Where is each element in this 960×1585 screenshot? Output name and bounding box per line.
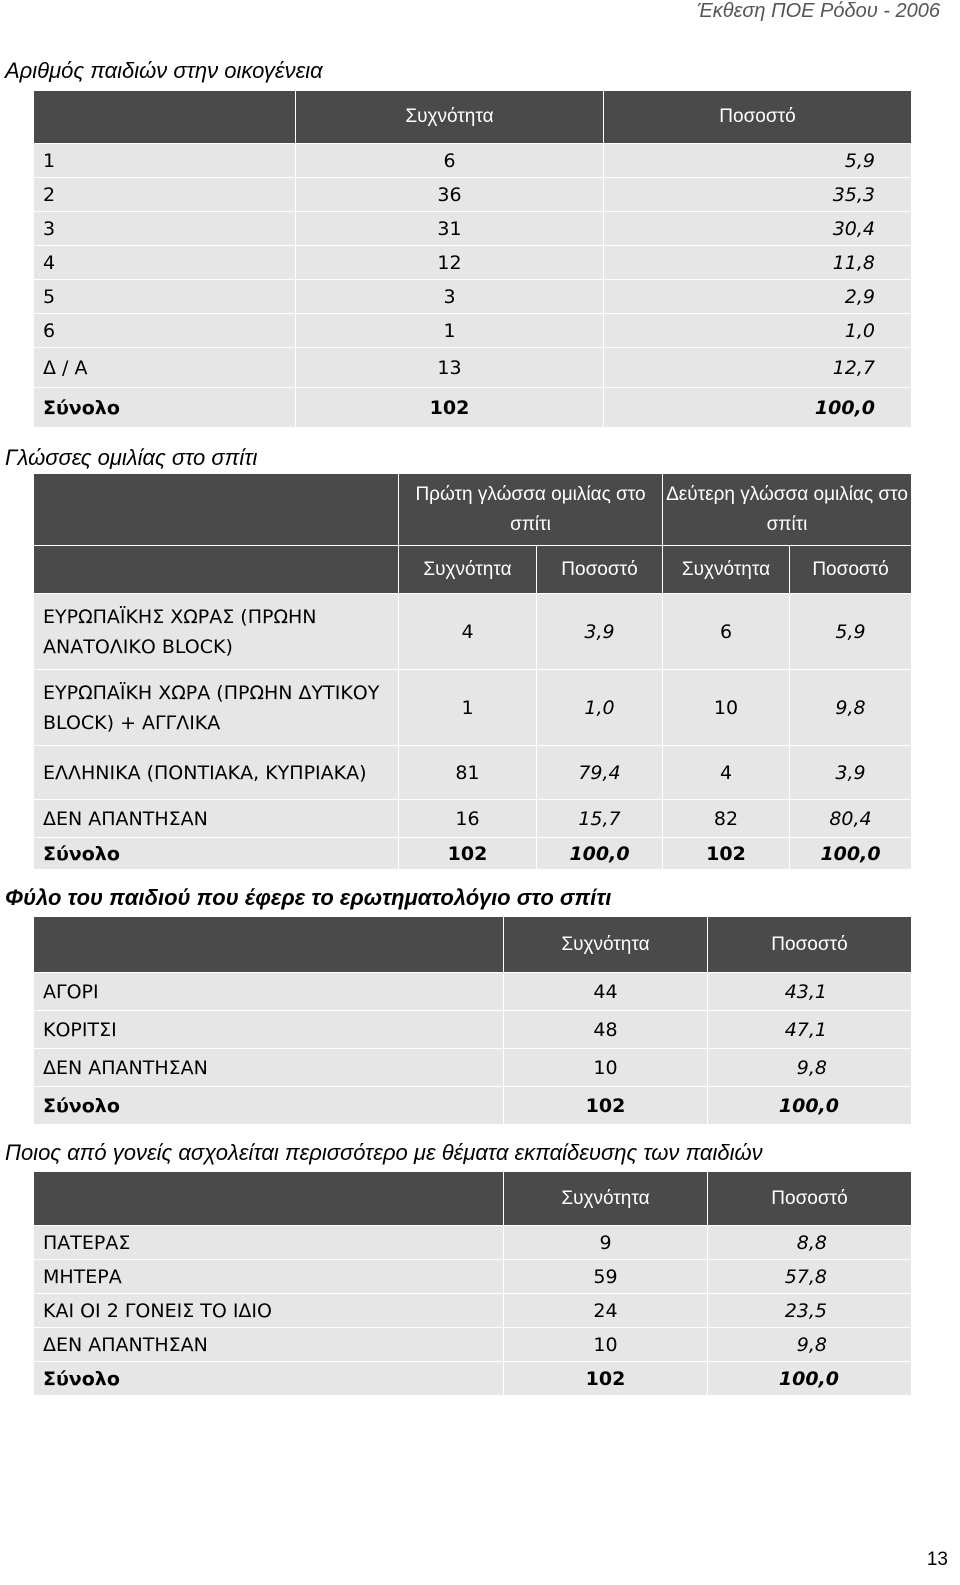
- table-row: [34, 670, 912, 746]
- frequency-cell: 36: [296, 178, 604, 212]
- table-row: [34, 800, 912, 838]
- percentage-cell: 1,0: [604, 314, 912, 348]
- table-row: [34, 212, 912, 246]
- percentage-cell: 79,4: [537, 746, 663, 800]
- table-row: [34, 1049, 912, 1087]
- row-label: 2: [34, 178, 296, 212]
- col-header-frequency: Συχνότητα: [504, 917, 708, 973]
- frequency-cell: 102: [504, 1362, 708, 1396]
- percentage-cell: 9,8: [708, 1049, 912, 1087]
- page-number: 13: [926, 1549, 948, 1570]
- col-header-percentage: Ποσοστό: [708, 917, 912, 973]
- col-header-percentage: Ποσοστό: [604, 91, 912, 144]
- table-child-gender: [33, 916, 912, 1125]
- table-row: [34, 973, 912, 1011]
- section-title-children-count: Αριθμός παιδιών στην οικογένεια: [5, 58, 323, 83]
- row-label: ΔΕΝ ΑΠΑΝΤΗΣΑΝ: [34, 800, 399, 838]
- percentage-cell: 35,3: [604, 178, 912, 212]
- percentage-cell: 3,9: [537, 594, 663, 670]
- row-label: ΠΑΤΕΡΑΣ: [34, 1226, 504, 1260]
- row-label: ΜΗΤΕΡΑ: [34, 1260, 504, 1294]
- percentage-cell: 15,7: [537, 800, 663, 838]
- percentage-cell: 5,9: [790, 594, 912, 670]
- percentage-cell: 100,0: [790, 838, 912, 870]
- row-label: ΑΓΟΡΙ: [34, 973, 504, 1011]
- row-label: Σύνολο: [34, 1087, 504, 1125]
- row-label: ΕΥΡΩΠΑΪΚΗΣ ΧΩΡΑΣ (ΠΡΩΗΝ ΑΝΑΤΟΛΙΚΟ BLOCK): [34, 594, 399, 670]
- row-label: ΕΥΡΩΠΑΪΚΗ ΧΩΡΑ (ΠΡΩΗΝ ΔΥΤΙΚΟΥ BLOCK) + ΑΓΓΛΙΚΑ: [34, 670, 399, 746]
- table-row: [34, 1260, 912, 1294]
- frequency-cell: 44: [504, 973, 708, 1011]
- frequency-cell: 13: [296, 348, 604, 388]
- table-home-languages: [33, 473, 912, 870]
- percentage-cell: 47,1: [708, 1011, 912, 1049]
- frequency-cell: 1: [296, 314, 604, 348]
- row-label: Σύνολο: [34, 388, 296, 428]
- col-header-empty: [34, 91, 296, 144]
- total-row: [34, 388, 912, 428]
- total-row: [34, 1087, 912, 1125]
- section-title-parent-involvement: Ποιος από γονείς ασχολείται περισσότερο με θέματα εκπαίδευσης των παιδιών: [5, 1140, 763, 1165]
- frequency-cell: 81: [399, 746, 537, 800]
- frequency-cell: 10: [663, 670, 790, 746]
- frequency-cell: 48: [504, 1011, 708, 1049]
- row-label: Σύνολο: [34, 838, 399, 870]
- table-parent-involvement: [33, 1171, 912, 1396]
- percentage-cell: 30,4: [604, 212, 912, 246]
- frequency-cell: 1: [399, 670, 537, 746]
- col-header-percentage: Ποσοστό: [537, 546, 663, 594]
- row-label: Δ / Α: [34, 348, 296, 388]
- table-row: [34, 1226, 912, 1260]
- table-row: [34, 178, 912, 212]
- percentage-cell: 100,0: [604, 388, 912, 428]
- col-header-empty: [34, 1172, 504, 1226]
- row-label: 6: [34, 314, 296, 348]
- frequency-cell: 102: [399, 838, 537, 870]
- col-header-empty: [34, 474, 399, 546]
- percentage-cell: 57,8: [708, 1260, 912, 1294]
- frequency-cell: 4: [663, 746, 790, 800]
- percentage-cell: 12,7: [604, 348, 912, 388]
- group-header-first-language: Πρώτη γλώσσα ομιλίας στο σπίτι: [399, 474, 663, 546]
- col-header-empty: [34, 917, 504, 973]
- row-label: ΚΟΡΙΤΣΙ: [34, 1011, 504, 1049]
- page-header: Έκθεση ΠΟΕ Ρόδου - 2006: [696, 0, 940, 22]
- frequency-cell: 9: [504, 1226, 708, 1260]
- frequency-cell: 59: [504, 1260, 708, 1294]
- table-row: [34, 348, 912, 388]
- row-label: 5: [34, 280, 296, 314]
- row-label: 3: [34, 212, 296, 246]
- row-label: ΔΕΝ ΑΠΑΝΤΗΣΑΝ: [34, 1328, 504, 1362]
- table-row: [34, 280, 912, 314]
- row-label: 4: [34, 246, 296, 280]
- col-header-percentage: Ποσοστό: [790, 546, 912, 594]
- frequency-cell: 6: [663, 594, 790, 670]
- frequency-cell: 16: [399, 800, 537, 838]
- frequency-cell: 82: [663, 800, 790, 838]
- percentage-cell: 3,9: [790, 746, 912, 800]
- percentage-cell: 8,8: [708, 1226, 912, 1260]
- frequency-cell: 24: [504, 1294, 708, 1328]
- percentage-cell: 100,0: [537, 838, 663, 870]
- percentage-cell: 100,0: [708, 1362, 912, 1396]
- row-label: 1: [34, 144, 296, 178]
- row-label: Σύνολο: [34, 1362, 504, 1396]
- table-row: [34, 594, 912, 670]
- percentage-cell: 2,9: [604, 280, 912, 314]
- percentage-cell: 43,1: [708, 973, 912, 1011]
- total-row: [34, 1362, 912, 1396]
- table-row: [34, 144, 912, 178]
- table-row: [34, 746, 912, 800]
- frequency-cell: 10: [504, 1049, 708, 1087]
- table-row: [34, 314, 912, 348]
- frequency-cell: 4: [399, 594, 537, 670]
- frequency-cell: 102: [504, 1087, 708, 1125]
- table-children-count: [33, 90, 912, 428]
- total-row: [34, 838, 912, 870]
- percentage-cell: 1,0: [537, 670, 663, 746]
- percentage-cell: 9,8: [790, 670, 912, 746]
- table-row: [34, 1294, 912, 1328]
- frequency-cell: 31: [296, 212, 604, 246]
- frequency-cell: 102: [663, 838, 790, 870]
- table-row: [34, 1011, 912, 1049]
- percentage-cell: 9,8: [708, 1328, 912, 1362]
- col-header-frequency: Συχνότητα: [296, 91, 604, 144]
- row-label: ΕΛΛΗΝΙΚΑ (ΠΟΝΤΙΑΚΑ, ΚΥΠΡΙΑΚΑ): [34, 746, 399, 800]
- table-row: [34, 246, 912, 280]
- col-header-percentage: Ποσοστό: [708, 1172, 912, 1226]
- row-label: ΚΑΙ ΟΙ 2 ΓΟΝΕΙΣ ΤΟ ΙΔΙΟ: [34, 1294, 504, 1328]
- col-header-frequency: Συχνότητα: [399, 546, 537, 594]
- col-header-empty: [34, 546, 399, 594]
- col-header-frequency: Συχνότητα: [663, 546, 790, 594]
- frequency-cell: 3: [296, 280, 604, 314]
- row-label: ΔΕΝ ΑΠΑΝΤΗΣΑΝ: [34, 1049, 504, 1087]
- group-header-second-language: Δεύτερη γλώσσα ομιλίας στο σπίτι: [663, 474, 912, 546]
- frequency-cell: 102: [296, 388, 604, 428]
- frequency-cell: 10: [504, 1328, 708, 1362]
- frequency-cell: 12: [296, 246, 604, 280]
- percentage-cell: 11,8: [604, 246, 912, 280]
- percentage-cell: 100,0: [708, 1087, 912, 1125]
- percentage-cell: 23,5: [708, 1294, 912, 1328]
- table-row: [34, 1328, 912, 1362]
- col-header-frequency: Συχνότητα: [504, 1172, 708, 1226]
- frequency-cell: 6: [296, 144, 604, 178]
- percentage-cell: 5,9: [604, 144, 912, 178]
- percentage-cell: 80,4: [790, 800, 912, 838]
- section-title-child-gender: Φύλο του παιδιού που έφερε το ερωτηματολόγιο στο σπίτι: [5, 885, 612, 910]
- section-title-languages: Γλώσσες ομιλίας στο σπίτι: [5, 445, 258, 470]
